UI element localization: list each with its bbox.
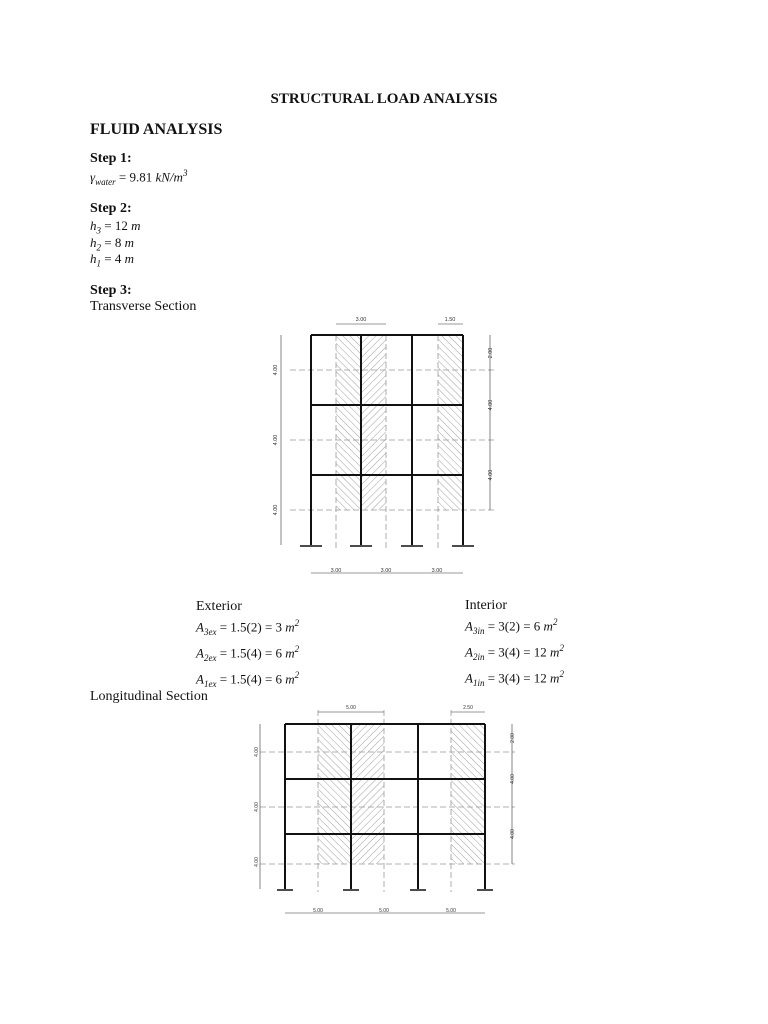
dim-top-2: 1.50 — [444, 317, 456, 323]
dim-left-1: 4.00 — [273, 364, 279, 376]
dim-bottom-1: 5.00 — [313, 908, 323, 914]
dim-bottom-2: 3.00 — [380, 568, 392, 574]
area-2ex-exp: 2 — [294, 643, 300, 654]
exterior-areas — [196, 599, 299, 693]
tributary-area-hatch — [438, 335, 463, 510]
dim-right-2: 4.00 — [488, 399, 494, 411]
h2-subscript: 2 — [96, 242, 101, 253]
area-1ex-sub: 1ex — [203, 678, 217, 689]
longitudinal-section-label: Longitudinal Section — [90, 689, 208, 704]
area-1in-value: = 3(4) = 12 — [487, 670, 547, 686]
area-2in-exp: 2 — [559, 642, 564, 653]
h1-unit: m — [124, 251, 134, 266]
area-3in-value: = 3(2) = 6 — [487, 618, 541, 634]
h3-symbol: h — [90, 218, 97, 233]
dim-bottom-1: 3.00 — [330, 568, 342, 574]
transverse-section-drawing — [260, 310, 520, 582]
dim-left-3: 4.00 — [254, 857, 260, 867]
section-heading: FLUID ANALYSIS — [90, 121, 223, 138]
exterior-heading: Exterior — [196, 599, 242, 614]
dim-right-3: 4.00 — [488, 469, 494, 481]
gamma-water-equation — [90, 168, 187, 187]
h2-value: = 8 — [104, 235, 122, 250]
h1-value: = 4 — [104, 251, 122, 266]
dashed-gridlines — [290, 335, 495, 550]
h1-symbol: h — [90, 251, 97, 266]
area-2ex-sub: 2ex — [203, 652, 217, 663]
area-3in-exp: 2 — [552, 617, 558, 627]
gamma-subscript: water — [95, 176, 116, 187]
dim-left-1: 4.00 — [254, 747, 260, 757]
area-2in: $A_{2in} = 3(4) = 12$ $m^2$ — [465, 642, 564, 662]
height-h1 — [90, 251, 134, 269]
tributary-area-hatch — [318, 724, 351, 864]
h2-unit: m — [124, 235, 134, 250]
dim-top-1: 5.00 — [346, 705, 356, 711]
area-3in-sub: 3in — [472, 625, 485, 636]
dim-left-2: 4.00 — [254, 802, 260, 812]
tributary-area-hatch — [351, 724, 384, 864]
dim-bottom-3: 5.00 — [446, 908, 456, 914]
dim-right-3: 4.00 — [510, 829, 516, 839]
area-2in-sub: 2in — [472, 651, 485, 662]
interior-areas — [465, 598, 564, 692]
dim-top-1: 3.00 — [355, 317, 367, 323]
longitudinal-section-drawing — [250, 700, 525, 922]
height-h2 — [90, 235, 134, 253]
step1-label: Step 1: — [90, 151, 132, 166]
h2-symbol: h — [90, 235, 97, 250]
height-h3 — [90, 218, 140, 236]
area-3ex: $A_{3ex} = 1.5(2) = 3$ $m^2$ — [196, 618, 300, 637]
gamma-unit: kN/m — [155, 169, 183, 185]
gamma-exponent: 3 — [182, 168, 188, 178]
step2-label: Step 2: — [90, 201, 132, 216]
h1-subscript: 1 — [96, 258, 101, 269]
dim-top-2: 2.50 — [463, 705, 473, 711]
area-3in: $A_{3in} = 3(2) = 6$ $m^2$ — [465, 617, 558, 636]
dim-right-1: 2.00 — [488, 347, 494, 359]
area-1in-sub: 1in — [472, 677, 485, 688]
area-3ex-sub: 3ex — [203, 626, 217, 637]
tributary-area-hatch — [361, 335, 386, 510]
dim-right-2: 4.00 — [510, 774, 516, 784]
dim-bottom-3: 3.00 — [431, 568, 443, 574]
h3-subscript: 3 — [96, 225, 101, 236]
dim-left-2: 4.00 — [273, 434, 279, 446]
interior-heading: Interior — [465, 598, 507, 613]
page-title: STRUCTURAL LOAD ANALYSIS — [270, 91, 498, 107]
area-1ex-value: = 1.5(4) = 6 — [219, 671, 283, 687]
area-1in-exp: 2 — [559, 668, 564, 679]
dim-bottom-2: 5.00 — [379, 908, 389, 914]
area-3ex-exp: 2 — [294, 618, 300, 628]
area-1ex-exp: 2 — [294, 669, 300, 680]
area-2ex-value: = 1.5(4) = 6 — [219, 645, 283, 661]
area-3ex-value: = 1.5(2) = 3 — [219, 619, 283, 635]
dim-left-3: 4.00 — [273, 504, 279, 516]
tributary-area-hatch — [451, 724, 485, 864]
tributary-area-hatch — [336, 335, 361, 510]
h3-unit: m — [131, 218, 141, 233]
area-1in: $A_{1in} = 3(4) = 12$ $m^2$ — [465, 668, 564, 688]
gamma-symbol: γ — [90, 169, 96, 185]
area-1ex: $A_{1ex} = 1.5(4) = 6$ $m^2$ — [196, 669, 300, 689]
area-2ex: $A_{2ex} = 1.5(4) = 6$ $m^2$ — [196, 643, 300, 663]
gamma-value: = 9.81 — [118, 169, 153, 185]
step3-label: Step 3: — [90, 283, 132, 298]
dim-right-1: 2.00 — [510, 733, 516, 743]
transverse-section-label: Transverse Section — [90, 299, 197, 314]
h3-value: = 12 — [104, 218, 128, 233]
area-2in-value: = 3(4) = 12 — [487, 644, 547, 660]
